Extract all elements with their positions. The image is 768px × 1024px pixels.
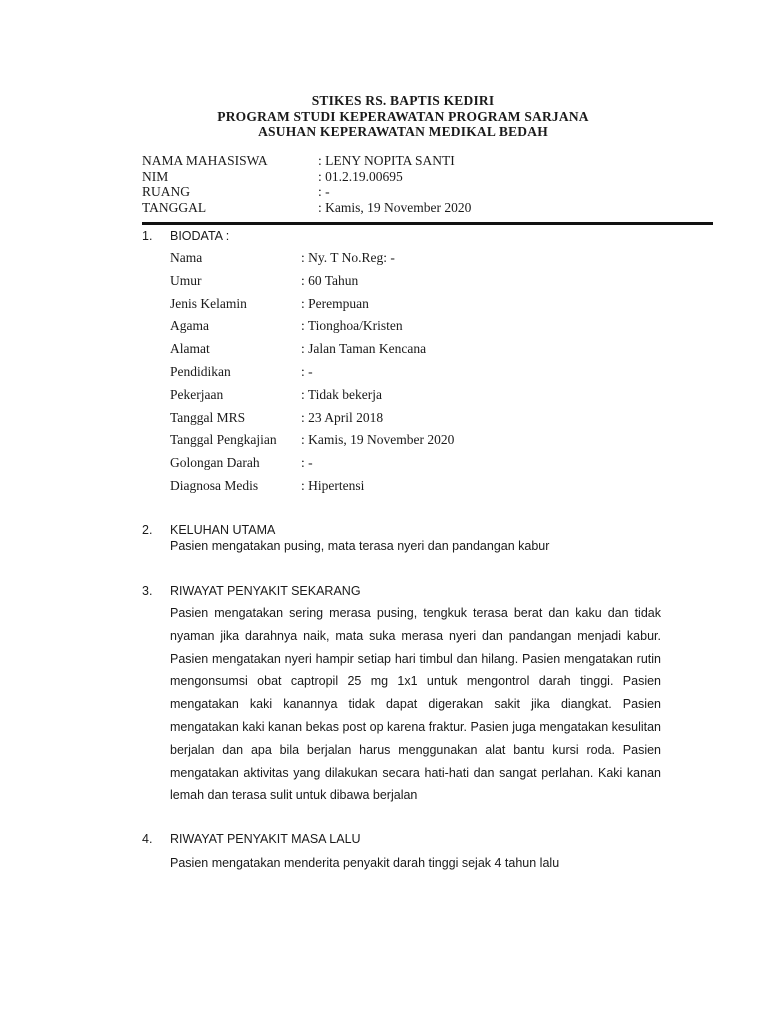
biodata-value: : 60 Tahun [301,272,359,288]
section-number: 4. [142,832,153,846]
biodata-value: : Jalan Taman Kencana [301,341,427,357]
biodata-value: : 23 April 2018 [301,409,384,425]
info-value: : Kamis, 19 November 2020 [318,199,472,215]
section-number: 1. [142,229,153,243]
program-title: PROGRAM STUDI KEPERAWATAN PROGRAM SARJANA [217,108,589,124]
info-label: NAMA MAHASISWA [142,153,268,168]
biodata-value: : Ny. T No.Reg: - [301,250,395,265]
section-number: 3. [142,584,153,598]
biodata-label: Agama [170,318,209,334]
section-title: BIODATA : [170,229,230,243]
section-title: RIWAYAT PENYAKIT SEKARANG [170,584,361,598]
info-label: NIM [142,168,169,184]
info-label: TANGGAL [142,199,207,215]
info-label: RUANG [142,184,191,199]
biodata-label: Umur [170,272,202,288]
document-header [0,93,768,140]
riwayat-sekarang-text: Pasien mengatakan sering merasa pusing, tengkuk terasa berat dan kaku dan tidak nyaman jika darahnya naik, mata suka merasa nyeri dan pandangan menjadi kabur. Pasien mengatakan nyeri hampir setiap hari timbul dan hilang. Pasien mengatakan rutin mengonsumsi obat captropil 25 mg 1x1 untuk mengontrol darah tinggi. Pasien mengatakan kaki kanannya tidak dapat digerakan sakit jika diangkat. Pasien mengatakan kaki kanan bekas post op karena fraktur. Pasien juga mengatakan kesulitan berjalan dan apa bila berjalan harus menggunakan alat bantu kursi roda. Pasien mengatakan aktivitas yang dilakukan secara hati-hati dan sangat perlahan. Kaki kanan lemah dan terasa sulit untuk dibawa berjalan [170,606,661,803]
biodata-label: Diagnosa Medis [170,477,259,493]
header-divider [142,222,713,225]
biodata-value: : Kamis, 19 November 2020 [301,432,455,448]
biodata-value: : Hipertensi [301,477,365,493]
biodata-label: Tanggal Pengkajian [170,432,277,448]
biodata-value: : Perempuan [301,295,369,311]
biodata-label: Golongan Darah [170,455,260,471]
course-title: ASUHAN KEPERAWATAN MEDIKAL BEDAH [258,124,548,139]
biodata-label: Jenis Kelamin [170,295,247,311]
biodata-value: : Tidak bekerja [301,386,382,402]
biodata-label: Pendidikan [170,363,231,379]
biodata-value: : Tionghoa/Kristen [301,318,403,334]
biodata-label: Alamat [170,341,210,357]
section-number: 2. [142,523,153,537]
biodata-label: Nama [170,250,203,265]
biodata-label: Tanggal MRS [170,409,246,425]
riwayat-lalu-text: Pasien mengatakan menderita penyakit darah tinggi sejak 4 tahun lalu [170,856,560,870]
biodata-value: : - [301,363,313,379]
institution-title: STIKES RS. BAPTIS KEDIRI [311,93,495,108]
info-value: : LENY NOPITA SANTI [318,153,455,168]
info-value: : 01.2.19.00695 [318,168,403,184]
biodata-label: Pekerjaan [170,386,224,402]
biodata-value: : - [301,455,313,471]
section-title: KELUHAN UTAMA [170,523,276,537]
info-value: : - [318,184,330,199]
keluhan-text: Pasien mengatakan pusing, mata terasa nyeri dan pandangan kabur [170,539,550,553]
section-title: RIWAYAT PENYAKIT MASA LALU [170,832,361,846]
